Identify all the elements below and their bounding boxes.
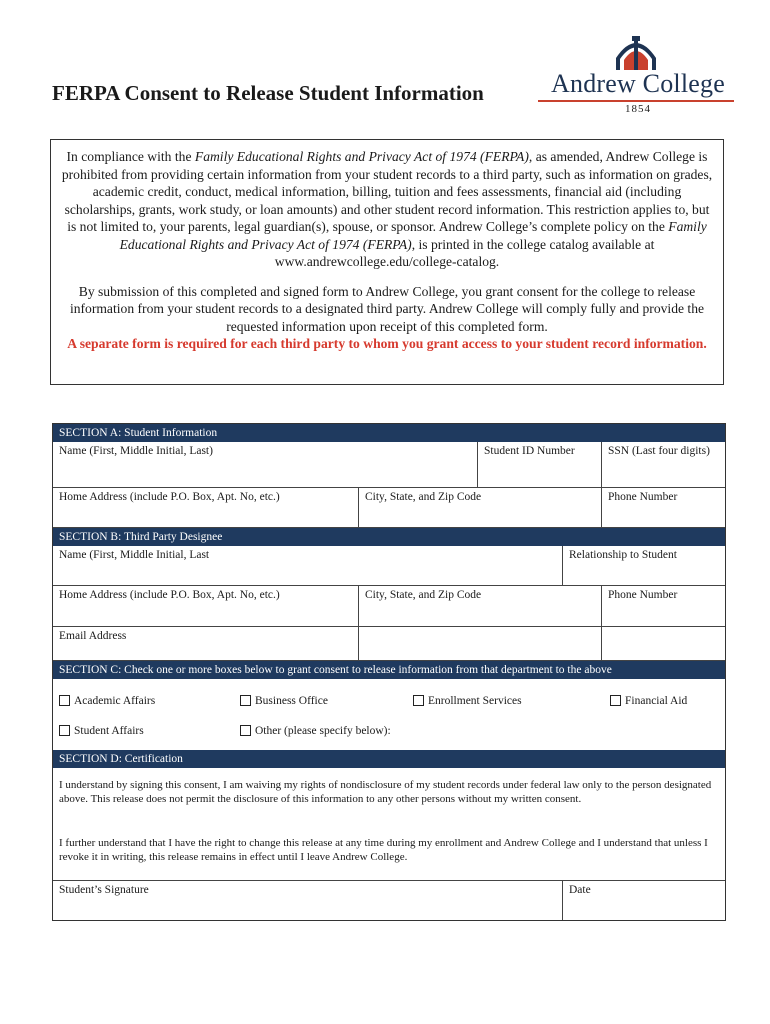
student-name-field[interactable]: Name (First, Middle Initial, Last) [59,445,213,457]
section-c-header: SECTION C: Check one or more boxes below to grant consent to release information from that department to the above [53,661,725,679]
certification-paragraph-2: I further understand that I have the right to change this release at any time during my enrollment and Andrew College and I understand that unless I revoke it in writing, this release remains in effect until I leave Andrew College. [59,837,708,863]
intro-paragraph-1: In compliance with the Family Educational Rights and Privacy Act of 1974 (FERPA), as amended, Andrew College is prohibited from providing certain information from your student records to a third party, such as information on grades, academic credit, conduct, medical information, billing, tuition and fees assessments, financial aid (including scholarships, grants, work study, or loan amounts) and other student record information. This restriction applies to, but is not limited to, your parents, legal guardian(s), spouse, or sponsor. Andrew College’s complete policy on the Family Educational Rights and Privacy Act of 1974 (FERPA), is printed in the college catalog available at www.andrewcollege.edu/college-catalog. [61,149,713,269]
checkbox-icon[interactable] [240,695,251,706]
designee-phone-field[interactable]: Phone Number [601,586,725,626]
andrew-college-logo [538,34,738,118]
checkbox-business-office[interactable]: Business Office [240,694,328,708]
relationship-field[interactable]: Relationship to Student [562,546,725,585]
student-city-field[interactable]: City, State, and Zip Code [358,488,601,527]
designee-name-field[interactable]: Name (First, Middle Initial, Last [59,549,210,561]
section-d-header: SECTION D: Certification [53,750,725,768]
logo-rule [538,100,734,102]
section-a-row-1 [53,442,725,488]
student-phone-field[interactable]: Phone Number [601,488,725,527]
checkbox-academic-affairs[interactable]: Academic Affairs [59,694,155,708]
checkbox-icon[interactable] [59,725,70,736]
section-a-row-2 [53,488,725,528]
section-a-header: SECTION A: Student Information [53,424,725,442]
email-extension-cell[interactable] [358,627,601,660]
checkbox-icon[interactable] [610,695,621,706]
checkbox-student-affairs[interactable]: Student Affairs [59,724,144,738]
section-b-row-3 [53,627,725,661]
checkbox-enrollment-services[interactable]: Enrollment Services [413,694,522,708]
checkbox-icon[interactable] [240,725,251,736]
checkbox-icon[interactable] [59,695,70,706]
separate-form-notice: A separate form is required for each third party to whom you grant access to your student record information. [67,336,707,351]
checkbox-financial-aid[interactable]: Financial Aid [610,694,687,708]
signature-row [53,880,725,920]
logo-year: 1854 [625,103,651,115]
page-title: FERPA Consent to Release Student Information [52,81,484,105]
designee-address-field[interactable]: Home Address (include P.O. Box, Apt. No, etc.) [59,589,280,601]
designee-city-field[interactable]: City, State, and Zip Code [358,586,601,626]
consent-form [52,423,726,921]
certification-paragraph-1: I understand by signing this consent, I am waiving my rights of nondisclosure of my student records under federal law only to the person designated above. This release does not permit the disclosure of this information to any other persons without my written consent. [59,779,712,805]
logo-name: Andrew College [551,69,725,98]
section-b-header: SECTION B: Third Party Designee [53,528,725,546]
date-field[interactable]: Date [562,881,725,920]
designee-email-field[interactable]: Email Address [59,630,127,642]
student-address-field[interactable]: Home Address (include P.O. Box, Apt. No, etc.) [59,491,280,503]
intro-box [50,139,724,385]
checkbox-other[interactable]: Other (please specify below): [240,724,391,738]
checkbox-icon[interactable] [413,695,424,706]
section-b-row-2 [53,586,725,627]
college-building-icon [610,34,662,72]
ssn-field[interactable]: SSN (Last four digits) [601,442,725,487]
section-b-row-1 [53,546,725,586]
email-extension-cell[interactable] [601,627,725,660]
intro-paragraph-2: By submission of this completed and signed form to Andrew College, you grant consent for the college to release information from your student records to a designated third party. Andrew College will comply fully and provide the requested information upon receipt of this completed form. A separate form is required for each third party to whom you grant access to your student record information. [61,283,713,353]
student-id-field[interactable]: Student ID Number [477,442,601,487]
student-signature-field[interactable]: Student’s Signature [59,884,149,896]
